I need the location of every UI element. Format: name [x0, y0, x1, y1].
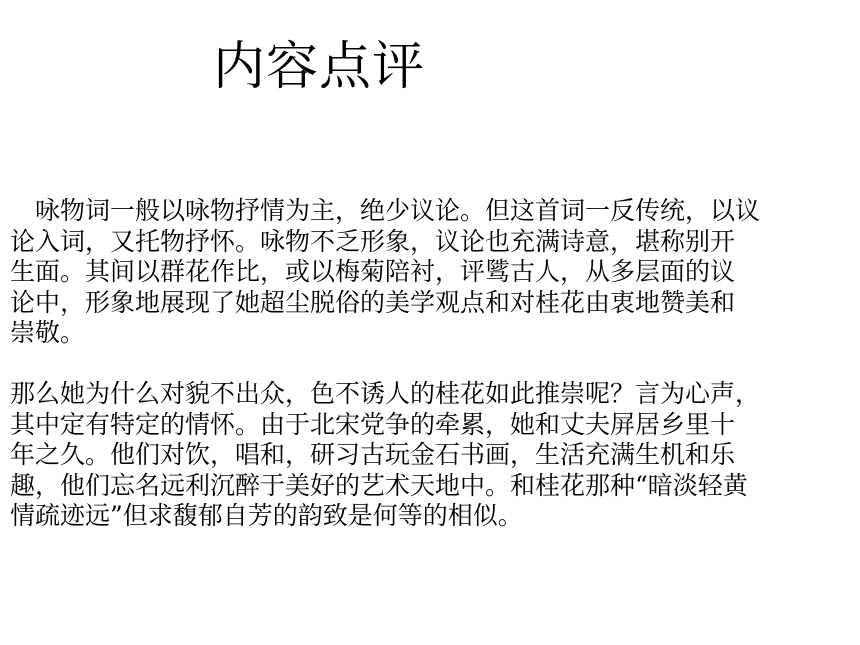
slide-body	[10, 196, 860, 532]
text-line: 趣，他们忘名远利沉醉于美好的艺术天地中。和桂花那种“暗淡轻黄	[10, 470, 748, 500]
text-line: 年之久。他们对饮，唱和，研习古玩金石书画，生活充满生机和乐	[10, 440, 736, 469]
text-line: 生面。其间以群花作比，或以梅菊陪衬，评骘古人，从多层面的议	[10, 257, 736, 286]
text-line: 崇敬。	[10, 318, 86, 347]
text-line: 那么她为什么对貌不出众，色不诱人的桂花如此推崇呢？言为心声，	[10, 379, 761, 408]
text-line: 论中，形象地展现了她超尘脱俗的美学观点和对桂花由衷地赞美和	[10, 287, 736, 317]
text-line: 论入词，又托物抒怀。咏物不乏形象，议论也充满诗意，堪称别开	[10, 226, 736, 256]
text-line: 情疏迹远”但求馥郁自芳的韵致是何等的相似。	[10, 501, 523, 530]
slide-title: 内容点评	[213, 37, 426, 97]
text-line: 咏物词一般以咏物抒情为主，绝少议论。但这首词一反传统，以议	[10, 196, 761, 225]
text-line: 其中定有特定的情怀。由于北宋党争的牵累，她和丈夫屏居乡里十	[10, 409, 736, 439]
paragraph-commentary-1	[10, 196, 860, 349]
paragraph-spacer	[10, 349, 860, 380]
paragraph-commentary-2	[10, 379, 860, 532]
